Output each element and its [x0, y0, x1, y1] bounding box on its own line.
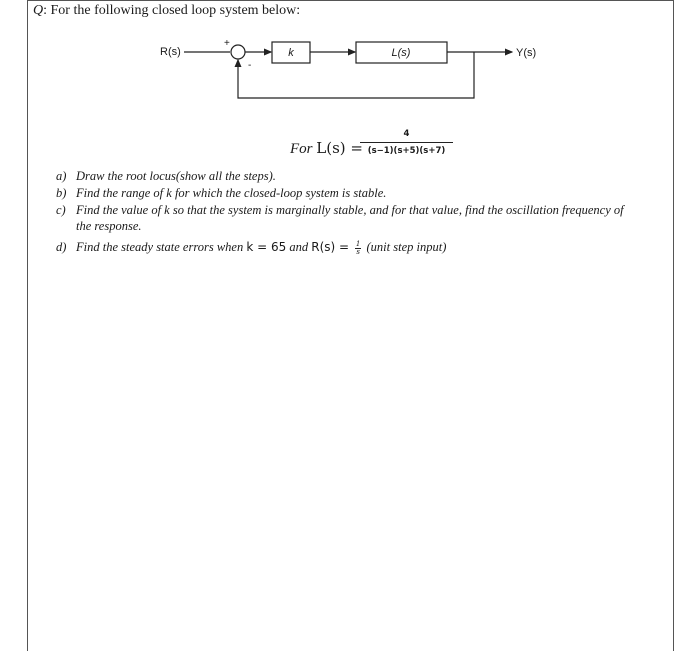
item-d-r-expr: R(s) =	[311, 240, 353, 254]
formula-numerator: 4	[403, 129, 410, 139]
item-c	[56, 202, 666, 234]
summing-junction	[231, 45, 245, 59]
formula-denominator: (s−1)(s+5)(s+7)	[367, 146, 446, 156]
input-label: R(s)	[160, 46, 181, 58]
item-d-and-text: and	[286, 240, 312, 254]
formula-fraction	[360, 128, 453, 157]
item-b-text: Find the range of k for which the closed-loop system is stable.	[76, 186, 387, 200]
gain-label: k	[288, 47, 294, 59]
plant-label: L(s)	[391, 47, 411, 59]
item-b-label: b)	[56, 186, 67, 200]
item-a-label: a)	[56, 169, 67, 183]
item-a-text: Draw the root locus(show all the steps).	[76, 169, 276, 183]
item-d-frac-num: 1	[355, 239, 361, 248]
item-b	[56, 185, 666, 202]
item-d-frac-den: s	[356, 247, 360, 256]
formula-lhs	[290, 139, 363, 158]
item-d-text-after: (unit step input)	[363, 240, 447, 254]
item-d-k-expr: k = 65	[246, 240, 287, 254]
item-a	[56, 168, 666, 185]
question-text: : For the following closed loop system below:	[43, 3, 301, 18]
formula-lhs-expr: L(s) =	[316, 139, 363, 157]
item-d-label: d)	[56, 240, 67, 254]
item-d-fraction	[355, 241, 361, 256]
question-items	[56, 168, 666, 234]
block-diagram	[0, 0, 700, 110]
formula-for-text: For	[290, 141, 317, 157]
minus-sign: -	[248, 60, 252, 71]
item-c-label: c)	[56, 203, 66, 217]
item-d-text-before: Find the steady state errors when	[76, 240, 247, 254]
item-c-continuation: the response.	[76, 219, 142, 233]
question-label: Q	[33, 3, 44, 18]
item-c-text: Find the value of k so that the system is marginally stable, and for that value, find the oscillation frequency of	[76, 203, 624, 217]
plus-sign: +	[224, 38, 230, 49]
fraction-bar	[360, 142, 453, 143]
output-label: Y(s)	[516, 47, 537, 59]
item-d	[56, 240, 446, 256]
